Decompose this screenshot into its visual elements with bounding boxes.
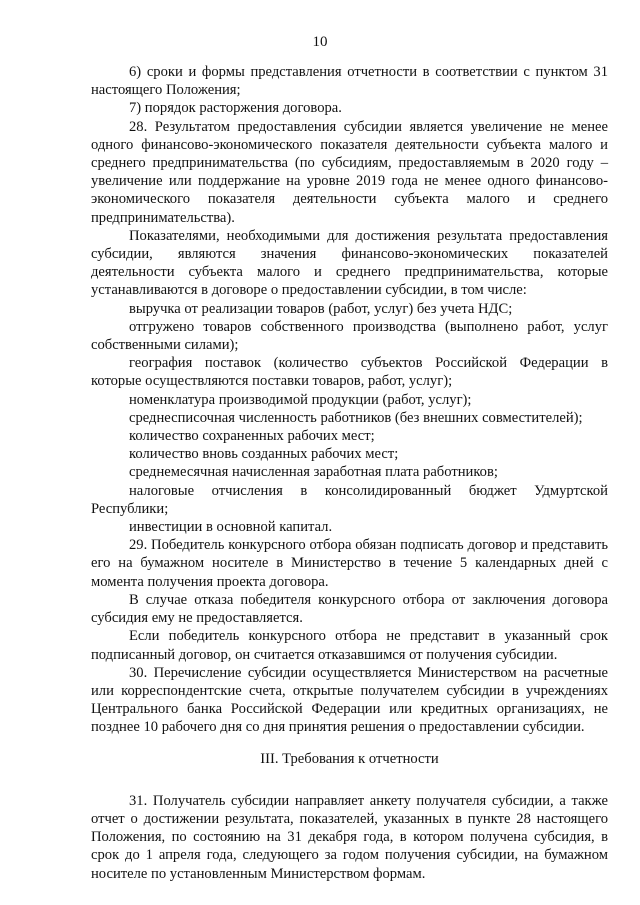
paragraphs-before-heading <box>91 63 608 737</box>
paragraphs-after-heading <box>91 792 608 883</box>
paragraph: 30. Перечисление субсидии осуществляется Министерством на расчетные или корреспондентские счета, открытые получателем субсидии в учреждениях Центрального банка Российской Федерации или кредитных организациях, не позднее 10 рабочего дня со дня принятия решения о предоставлении субсидии. <box>91 664 608 736</box>
paragraph: 6) сроки и формы представления отчетности в соответствии с пунктом 31 настоящего Положения; <box>91 64 608 99</box>
paragraph: номенклатура производимой продукции (работ, услуг); <box>129 391 472 408</box>
paragraph: Если победитель конкурсного отбора не представит в указанный срок подписанный договор, он считается отказавшимся от получения субсидии. <box>91 628 608 663</box>
paragraph: Показателями, необходимыми для достижения результата предоставления субсидии, являются значения финансово-экономических показателей деятельности субъекта малого и среднего предпринимательства, которые устанавливаются в договоре о предоставлении субсидии, в том числе: <box>91 227 608 299</box>
section-heading: III. Требования к отчетности <box>260 750 439 767</box>
paragraph: 29. Победитель конкурсного отбора обязан подписать договор и представить его на бумажном носителе в Министерство в течение 5 календарных дней с момента получения проекта договора. <box>91 537 608 590</box>
paragraph: 7) порядок расторжения договора. <box>129 100 342 117</box>
paragraph: среднемесячная начисленная заработная плата работников; <box>129 464 498 481</box>
document-body <box>91 63 608 883</box>
paragraph: налоговые отчисления в консолидированный бюджет Удмуртской Республики; <box>91 482 608 517</box>
paragraph: 28. Результатом предоставления субсидии является увеличение не менее одного финансово-экономического показателя деятельности субъекта малого и среднего предпринимательства (по субсидиям, предоставляемым в 2020 году – увеличение или поддержание на уровне 2019 года не менее одного финансово-экономического показателя деятельности субъекта малого и среднего предпринимательства). <box>91 118 608 226</box>
paragraph: инвестиции в основной капитал. <box>129 519 333 536</box>
paragraph: 31. Получатель субсидии направляет анкету получателя субсидии, а также отчет о достижении результата, показателей, указанных в пункте 28 настоящего Положения, по состоянию на 31 декабря года, в котором получена субсидия, в срок до 1 апреля года, следующего за годом получения субсидии, на бумажном носителе по установленным Министерством формам. <box>91 792 608 882</box>
paragraph: среднесписочная численность работников (без внешних совместителей); <box>129 409 583 426</box>
paragraph: отгружено товаров собственного производства (выполнено работ, услуг собственными силами); <box>91 318 608 354</box>
paragraph: В случае отказа победителя конкурсного отбора от заключения договора субсидия ему не предоставляется. <box>91 591 608 627</box>
page-number: 10 <box>312 34 328 50</box>
paragraph: количество сохраненных рабочих мест; <box>129 428 375 445</box>
paragraph: география поставок (количество субъектов Российской Федерации в которые осуществляются поставки товаров, работ, услуг); <box>91 355 608 390</box>
paragraph: выручка от реализации товаров (работ, услуг) без учета НДС; <box>129 300 513 317</box>
paragraph: количество вновь созданных рабочих мест; <box>129 446 399 463</box>
